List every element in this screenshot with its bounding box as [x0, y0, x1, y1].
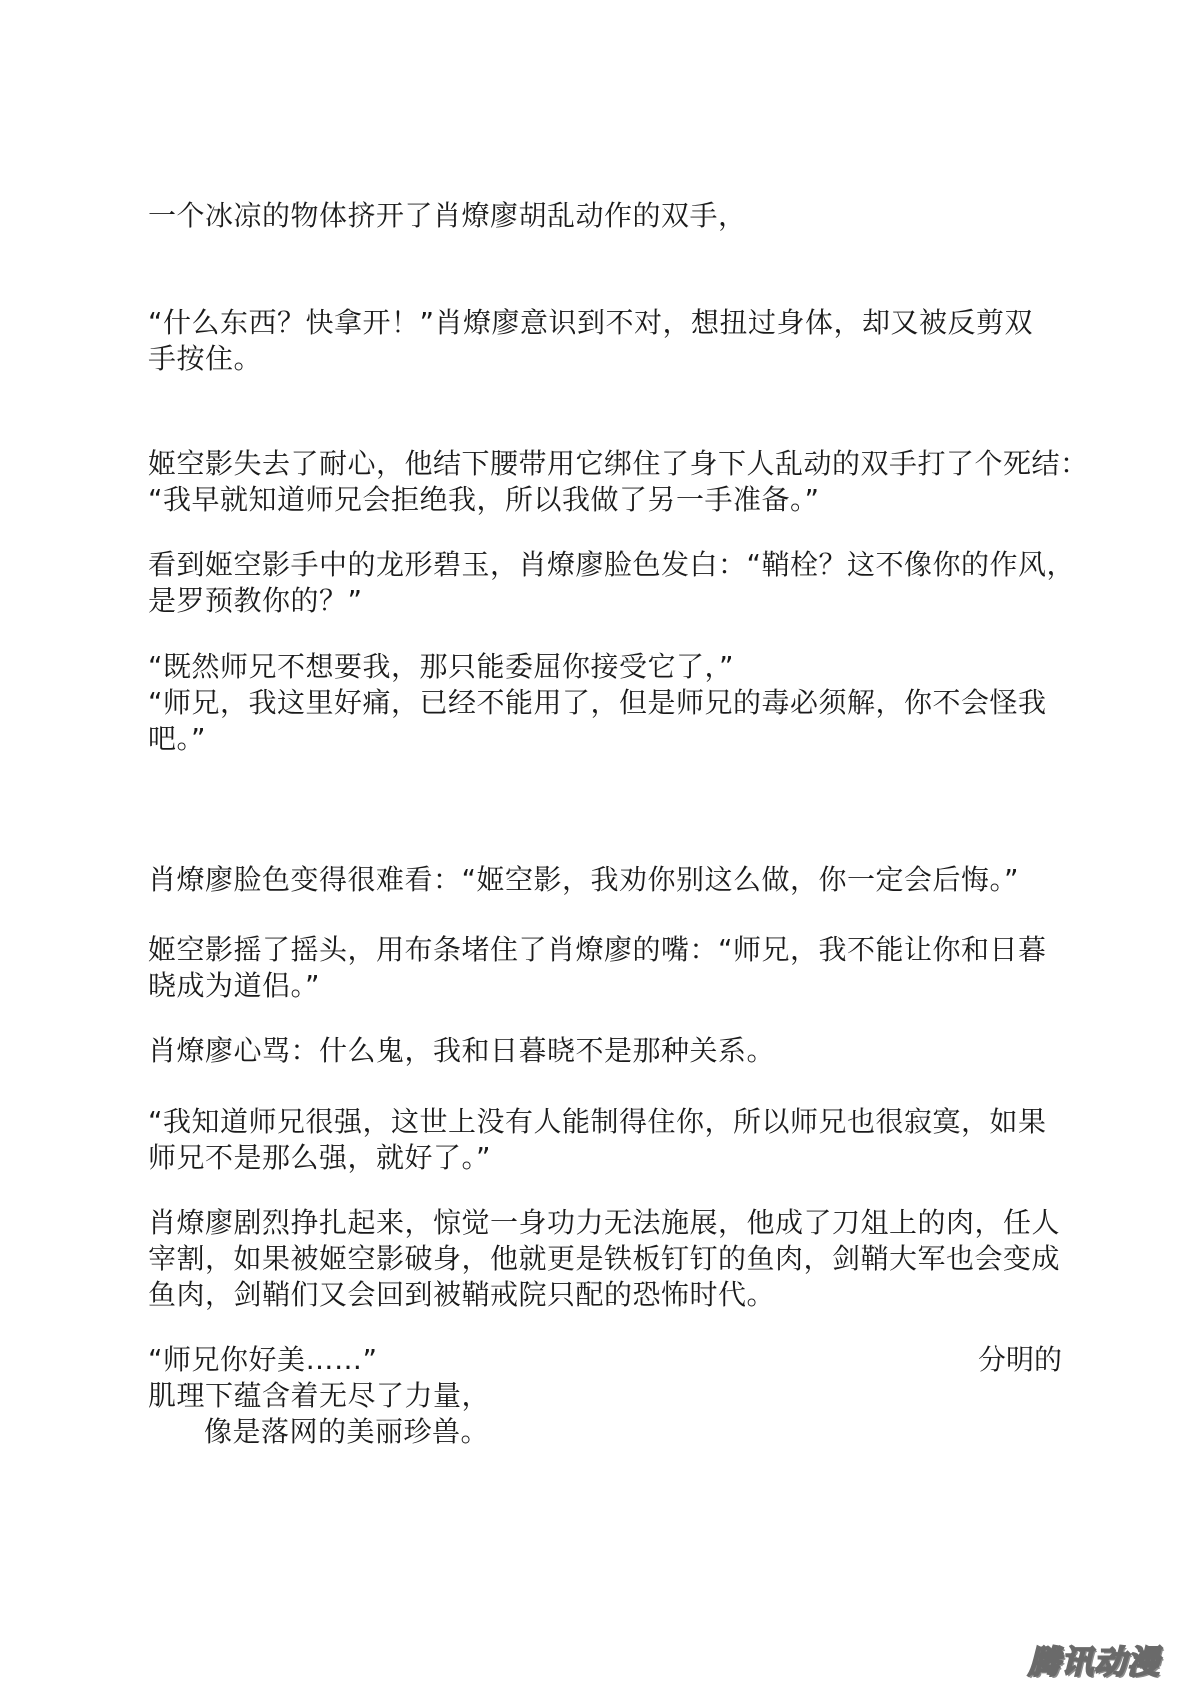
paragraph-11-line-2: 肌理下蕴含着无尽了力量， — [148, 1379, 491, 1412]
paragraph-2-line-2: 手按住。 — [148, 342, 263, 375]
paragraph-10-line-2: 宰割，如果被姬空影破身，他就更是铁板钉钉的鱼肉，剑鞘大军也会变成 — [148, 1242, 1061, 1275]
paragraph-6: 肖燎廖脸色变得很难看：“姬空影，我劝你别这么做，你一定会后悔。” — [148, 863, 1020, 896]
paragraph-5-line-3: 吧。” — [148, 722, 207, 755]
paragraph-10-line-1: 肖燎廖剧烈挣扎起来，惊觉一身功力无法施展，他成了刀俎上的肉，任人 — [148, 1206, 1061, 1239]
paragraph-7-line-1: 姬空影摇了摇头，用布条堵住了肖燎廖的嘴：“师兄，我不能让你和日暮 — [148, 933, 1047, 966]
paragraph-5-line-1: “既然师兄不想要我，那只能委屈你接受它了，” — [148, 650, 735, 683]
paragraph-11-line-1: “师兄你好美……” — [148, 1343, 378, 1376]
paragraph-9-line-2: 师兄不是那么强，就好了。” — [148, 1141, 492, 1174]
watermark-text: 腾讯动漫 — [1027, 1643, 1160, 1681]
tencent-comic-watermark — [1010, 1640, 1178, 1680]
paragraph-4-line-2: 是罗预教你的？” — [148, 584, 363, 617]
paragraph-2-line-1: “什么东西？快拿开！”肖燎廖意识到不对，想扭过身体，却又被反剪双 — [148, 306, 1034, 339]
paragraph-10-line-3: 鱼肉，剑鞘们又会回到被鞘戒院只配的恐怖时代。 — [148, 1278, 776, 1311]
paragraph-8: 肖燎廖心骂：什么鬼，我和日暮晓不是那种关系。 — [148, 1034, 776, 1067]
paragraph-3-line-2: “我早就知道师兄会拒绝我，所以我做了另一手准备。” — [148, 483, 820, 516]
paragraph-11-line-3: 像是落网的美丽珍兽。 — [204, 1415, 490, 1448]
paragraph-5-line-2: “师兄，我这里好痛，已经不能用了，但是师兄的毒必须解，你不会怪我 — [148, 686, 1047, 719]
paragraph-9-line-1: “我知道师兄很强，这世上没有人能制得住你，所以师兄也很寂寞，如果 — [148, 1105, 1047, 1138]
paragraph-11-right-fragment: 分明的 — [977, 1343, 1062, 1376]
paragraph-7-line-2: 晓成为道侣。” — [148, 969, 321, 1002]
paragraph-1: 一个冰凉的物体挤开了肖燎廖胡乱动作的双手， — [148, 199, 747, 232]
paragraph-3-line-1: 姬空影失去了耐心，他结下腰带用它绑住了身下人乱动的双手打了个死结： — [148, 447, 1089, 480]
paragraph-4-line-1: 看到姬空影手中的龙形碧玉，肖燎廖脸色发白：“鞘栓？这不像你的作风， — [148, 548, 1076, 581]
